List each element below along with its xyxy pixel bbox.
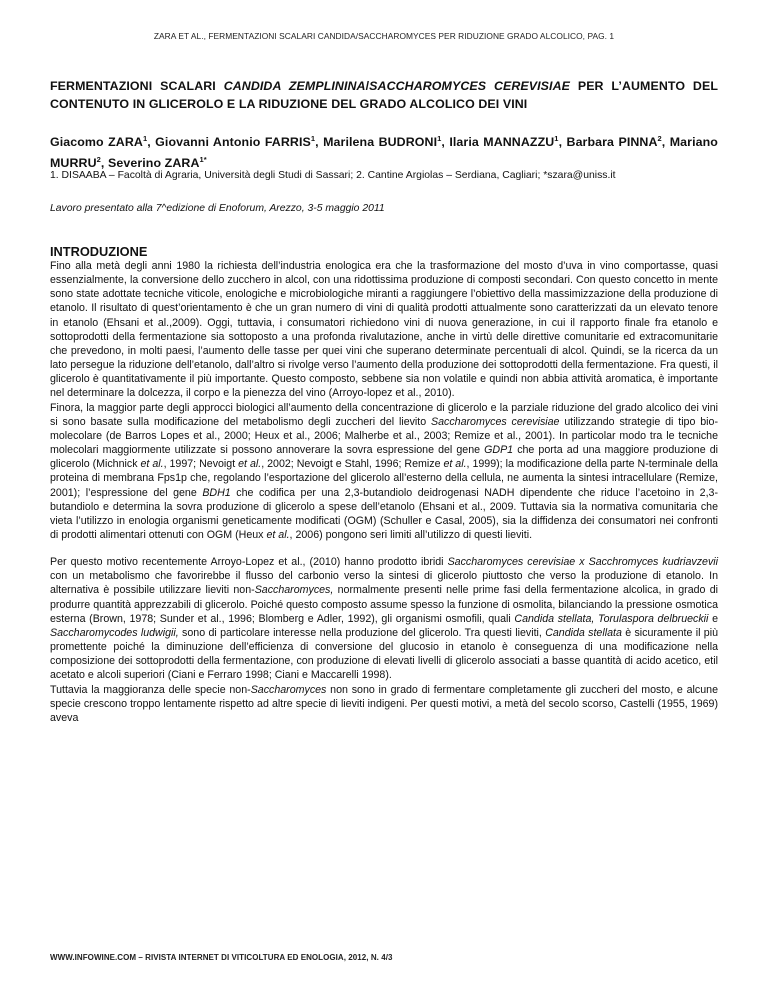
italic-text: Saccharomyces cerevisiae [431,415,560,428]
text-run: che porta ad una maggiore produzione di glicerolo (Michnick [50,444,718,471]
italic-text: et al. [238,458,262,471]
text-run: utilizzando strategie di tipo bio-molecolare (de Barros Lopes et al., 2000; Heux et al., 2006; Malherbe et al., 2003; Remize et al., 2001). In particolar modo tra le tecniche molecolari maggiormente utilizzate si possono annoverare la sovra espressione del gene [50,415,718,457]
title-species-1: CANDIDA ZEMPLININA [223,79,366,93]
author-name: Barbara PINNA [566,135,658,150]
title-part-2: PER L’AUMENTO DEL CONTENUTO IN GLICEROLO E LA RIDUZIONE DEL GRADO ALCOLICO DEI VINI [50,79,718,111]
author-affiliation-mark: 1 [310,134,316,143]
paragraph [50,555,718,682]
author [50,135,155,149]
italic-text: et al. [266,528,290,541]
paper-title [50,77,718,113]
italic-text: Saccharomyces [250,683,327,696]
author-affiliation-mark: 1 [554,134,559,143]
author-name: Severino ZARA [108,156,200,171]
italic-text: et al. [443,458,467,471]
text-run: Finora, la maggior parte degli approcci biologici all’aumento della concentrazione di glicerolo e la parziale riduzione del grado alcolico dei vini si sono basate sulla modificazione del metabolismo degli zuccheri del lievito [50,401,718,428]
title-species-2: SACCHAROMYCES CEREVISIAE [369,79,570,93]
text-run: non sono in grado di fermentare completamente gli zuccheri del mosto, e alcune specie crescono troppo lentamente rispetto ad altre specie di lieviti indigeni. Per questi motivi, a metà del secolo scorso, Castelli (1955, 1969) aveva [50,683,718,724]
section-body [50,259,718,725]
italic-text: Saccharomyces, [254,584,334,597]
affiliations: 1. DISAABA – Facoltà di Agraria, Università degli Studi di Sassari; 2. Cantine Argiolas – Serdiana, Cagliari; *szara@uniss.it [50,170,616,181]
text-run: e [708,612,718,625]
author-affiliation-mark: 1 [142,134,148,143]
author [323,135,449,149]
author-affiliation-mark: 2 [657,134,662,143]
text-run: che codifica per una 2,3-butandiolo deidrogenasi NADH dipendente che riduce l’acetoino in 2,3-butandiolo e determina la sovra produzione di glicerolo a spese dell’etanolo (Ehsani et al., 2009. Tuttavia sia la normativa comunitaria che vieta l’utilizzo in enologia organismi geneticamente modificati (OGM) (Schuller e Casal, 2005), sia la diffidenza dei consumatori nei confronti di prodotti alimentari ottenuti con OGM (Heux [50,486,718,541]
italic-text: Saccharomyces cerevisiae x Sacchromyces kudriavzevii [447,556,719,569]
author-separator: , [147,135,156,150]
author-separator: , [441,135,450,150]
author-name: Giacomo ZARA [50,135,143,150]
paragraph [50,401,718,543]
title-slash: / [365,79,370,93]
author [567,135,670,149]
text-run: , 1999); la modificazione della parte N-terminale della proteina di membrana Fps1p che, regolando l’esportazione del glicerolo all’esterno della cellula, ne aumenta la sintesi intracellulare (Remize, 2001); l’espressione del gene [50,458,718,499]
author-name: Marilena BUDRONI [323,135,438,150]
author-name: Ilaria MANNAZZU [449,135,555,150]
author-separator: , [558,135,567,150]
text-run: Tuttavia la maggioranza delle specie non- [50,683,251,696]
italic-text: et al. [140,458,164,471]
text-run: , 2006) pongono seri limiti all’utilizzo di questi lieviti. [289,528,533,541]
author-separator: , [100,156,108,171]
text-run: , 1997; Nevoigt [163,458,239,471]
italic-text: Saccharomycodes ludwigii, [50,626,179,639]
author-affiliation-mark: 1* [199,155,207,165]
author-name: Mariano MURRU [50,135,718,171]
author-affiliation-mark: 2 [96,155,101,165]
author-name: Giovanni Antonio FARRIS [155,135,311,150]
presentation-note: Lavoro presentato alla 7^edizione di Enoforum, Arezzo, 3-5 maggio 2011 [50,203,385,214]
text-run: , 2002; Nevoigt e Stahl, 1996; Remize [261,458,444,471]
paragraph: Fino alla metà degli anni 1980 la richiesta dell’industria enologica era che la trasformazione del mosto d’uva in vino comportasse, quasi essenzialmente, la conversione dello zucchero in alcol, con una ridottissima produzione di composti secondari. Con questo concetto in mente sono state adottate tecniche viticole, enologiche e microbiologiche miranti a raggiungere l’obiettivo della massimizzazione della produzione di etanolo. Il risultato di quest’orientamento è che un gran numero di vini di qualità prodotti attualmente sono caratterizzati da un elevato tenore in etanolo (Ehsani et al.,2009). Oggi, tuttavia, i consumatori richiedono vini di nuova generazione, in cui il rapporto finale fra etanolo e sottoprodotti della fermentazione sia sottoposto a una profonda rivalutazione, anche in virtù delle direttive comunitarie ed extracomunitarie che prevedono, in molti paesi, l’aumento delle tasse per quei vini che superano determinate percentuali di alcol. Quindi, se la ricerca da un lato persegue la riduzione dell’etanolo, dall’altro si rivolge verso l’aumento della produzione dei sottoprodotti della fermentazione. Fra questi, il glicerolo è quantitativamente il più importante. Questo composto, sebbene sia non volatile e quindi non abbia attività aromatica, è importante nel determinare la dolcezza, il corpo e la pienezza del vino (Arroyo-lopez et al., 2010). [50,260,718,400]
author [155,135,323,149]
page-footer: WWW.INFOWINE.COM – RIVISTA INTERNET DI VITICOLTURA ED ENOLOGIA, 2012, N. 4/3 [50,953,393,962]
author-separator: , [661,135,670,150]
author-list [50,130,718,172]
italic-text: BDH1 [202,486,231,499]
author-affiliation-mark: 1 [437,134,442,143]
text-run: è sicuramente il più promettente poiché la diminuzione dell’efficienza di conversione del glucosio in etanolo è conseguenza di una modificazione nella composizione dei sottoprodotti della fermentazione, con produzione di elevati livelli di glicerolo associati a basse quantità di acido acetico, etil acetato e alcoli superiori (Ciani e Ferraro 1998; Ciani e Maccarelli 1998). [50,626,718,682]
text-run: Per questo motivo recentemente Arroyo-Lopez et al., (2010) hanno prodotto ibridi [50,556,448,569]
running-header: ZARA ET AL., FERMENTAZIONI SCALARI CANDIDA/SACCHAROMYCES PER RIDUZIONE GRADO ALCOLICO, PAG. 1 [153,31,615,41]
italic-text: Candida stellata [545,626,622,639]
title-part-1: FERMENTAZIONI SCALARI [50,79,224,93]
italic-text: Candida stellata, Torulaspora delbrueckii [514,612,709,625]
author [449,135,566,149]
text-run: con un metabolismo che favorirebbe il flusso del carbonio verso la sintesi di glicerolo piuttosto che verso la produzione di etanolo. In alternativa è possibile utilizzare lieviti non- [50,570,718,597]
italic-text: GDP1 [484,444,514,457]
paragraph [50,683,718,725]
text-run: sono di particolare interesse nella produzione del glicerolo. Tra questi lieviti, [178,626,546,639]
author-separator: , [315,135,324,150]
section-heading: INTRODUZIONE [50,244,148,259]
text-run: normalmente presenti nelle prime fasi della fermentazione alcolica, in grado di produrre quantità apprezzabili di glicerolo. Poiché questo composto assume spesso la funzione di osmolita, bilanciando la pressione osmotica esterna (Brown, 1978; Sunder et al., 1996; Blomberg e Adler, 1992), gli organismi osmofili, quali [50,584,718,625]
